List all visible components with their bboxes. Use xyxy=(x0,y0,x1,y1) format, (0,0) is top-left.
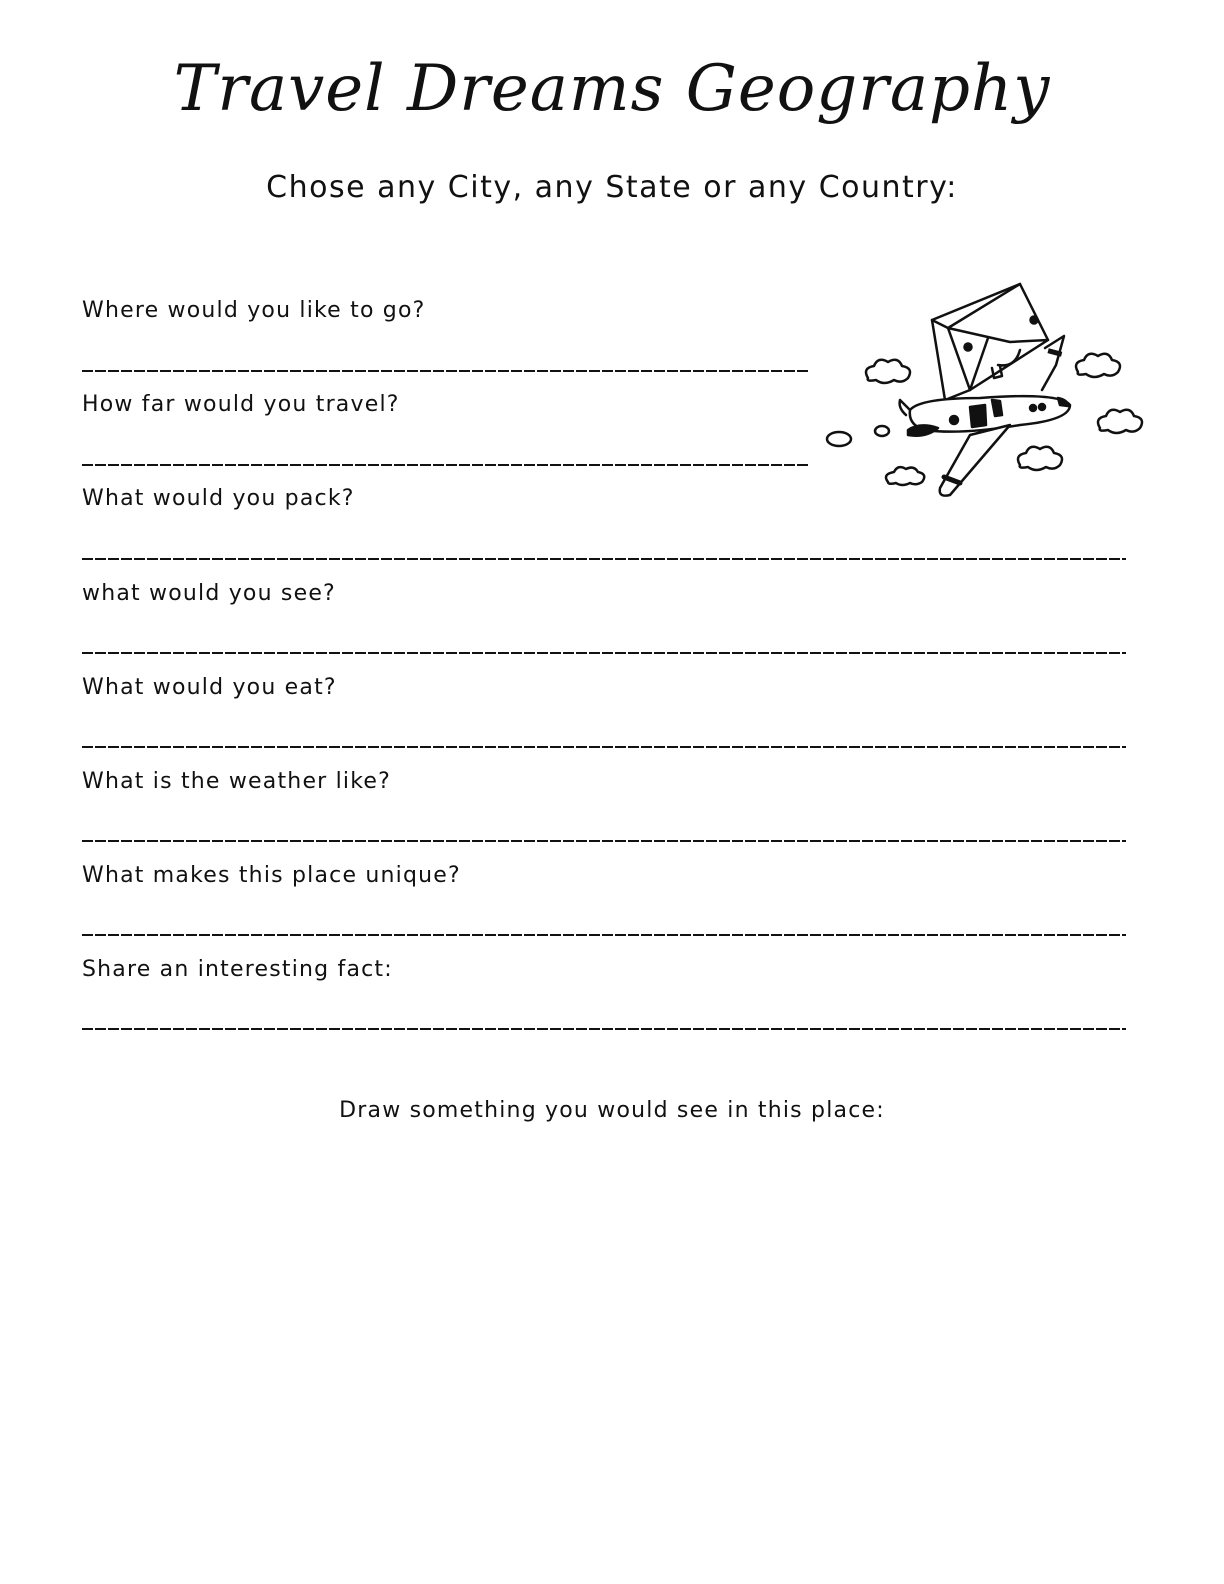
question-8: Share an interesting fact: xyxy=(82,957,393,982)
answer-line-4[interactable] xyxy=(82,652,1126,654)
question-7: What makes this place unique? xyxy=(82,863,461,888)
subtitle: Chose any City, any State or any Country: xyxy=(266,170,958,205)
page-title: Travel Dreams Geography xyxy=(173,52,1051,126)
question-6: What is the weather like? xyxy=(82,769,392,794)
answer-line-6[interactable] xyxy=(82,840,1126,842)
envelope-riding-airplane-icon xyxy=(820,270,1150,510)
answer-line-7[interactable] xyxy=(82,934,1126,936)
answer-line-8[interactable] xyxy=(82,1028,1126,1030)
question-4: what would you see? xyxy=(82,581,336,606)
answer-line-3[interactable] xyxy=(82,558,1126,560)
answer-line-1[interactable] xyxy=(82,370,808,372)
question-1: Where would you like to go? xyxy=(82,298,426,323)
answer-line-5[interactable] xyxy=(82,746,1126,748)
draw-prompt: Draw something you would see in this place: xyxy=(339,1098,885,1123)
answer-line-2[interactable] xyxy=(82,464,808,466)
question-5: What would you eat? xyxy=(82,675,337,700)
question-3: What would you pack? xyxy=(82,486,355,511)
question-2: How far would you travel? xyxy=(82,392,400,417)
